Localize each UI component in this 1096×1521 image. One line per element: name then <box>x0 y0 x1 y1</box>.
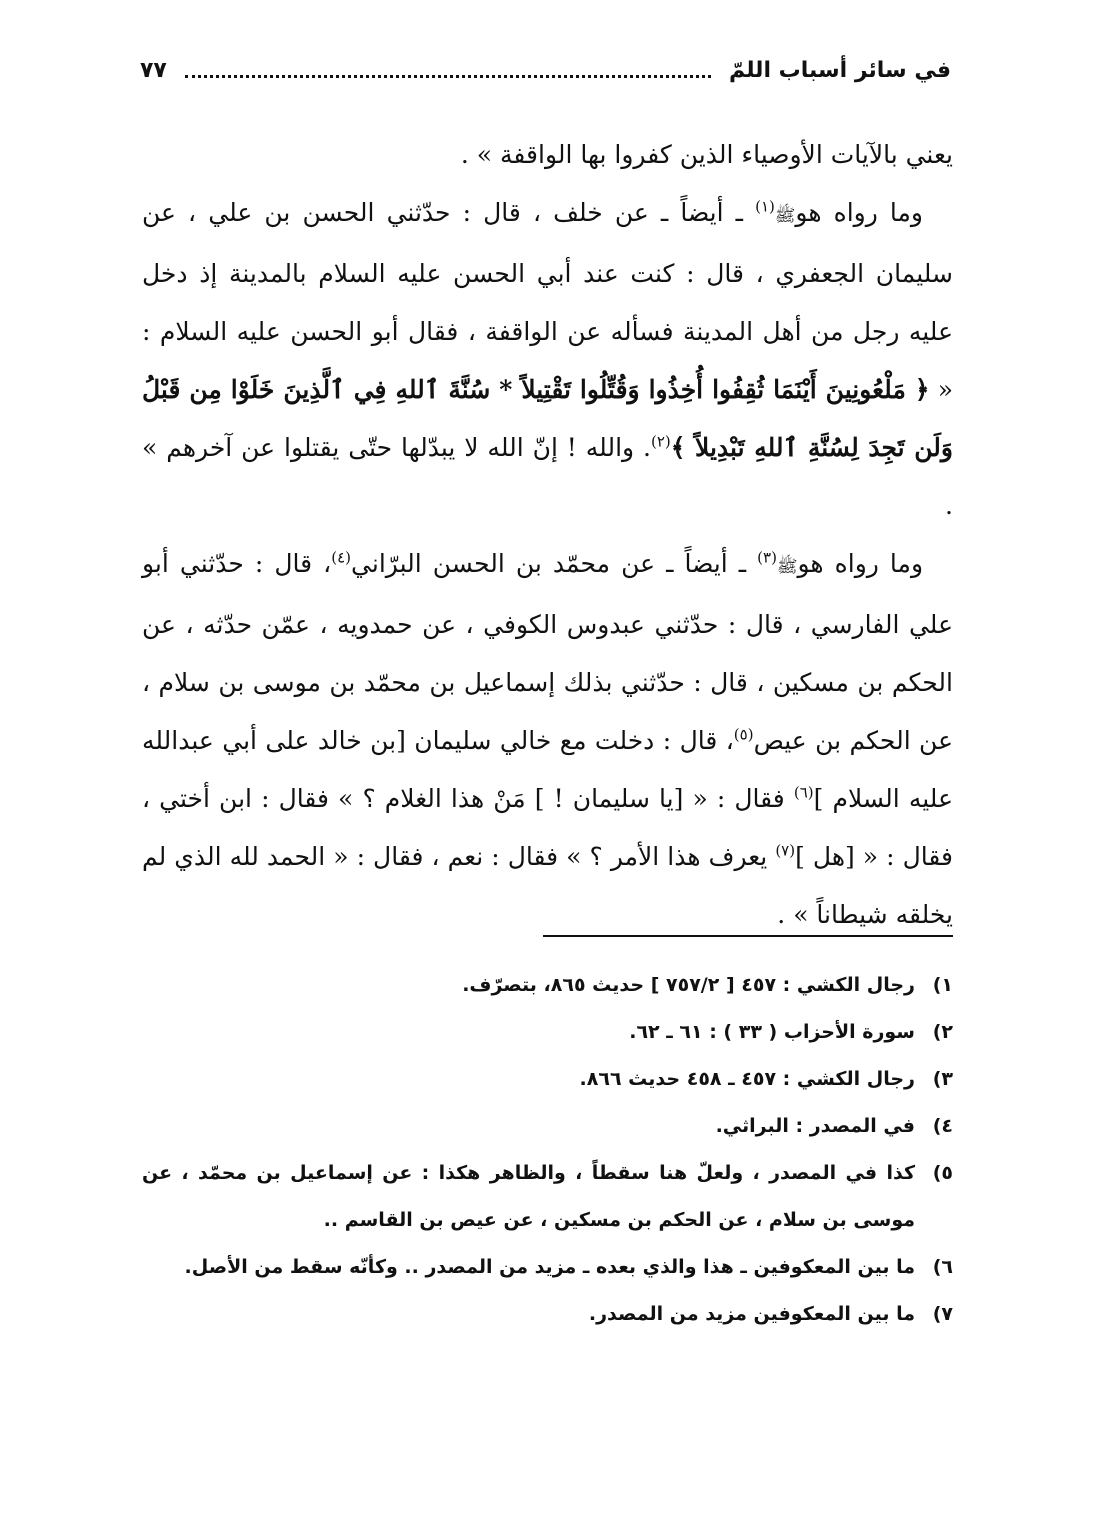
footnote-number: ٤) <box>932 1115 953 1137</box>
footnote-text: رجال الكشي : ٤٥٧ [ ٧٥٧/٢ ] حديث ٨٦٥، بتصرّف. <box>462 974 915 996</box>
footnote-number: ٧) <box>932 1303 953 1325</box>
paragraph-3-part-b: ـ أيضاً ـ عن محمّد بن الحسن البرّاني <box>351 549 758 578</box>
page-number: ٧٧ <box>140 57 167 83</box>
footnote-text: في المصدر : البراثي. <box>715 1115 915 1137</box>
footnote-6 <box>142 1244 953 1291</box>
footnote-number: ١) <box>932 974 953 996</box>
footnote-7 <box>142 1291 953 1338</box>
paragraph-2-part-a: وما رواه هو <box>795 198 924 227</box>
paragraph-3-part-d: ، قال : دخلت مع خالي سليمان [بن خالد على أبي عبدالله عليه السلام ] <box>142 726 953 813</box>
footnote-ref-3: (٣) <box>757 548 777 567</box>
footnote-2 <box>142 1009 953 1056</box>
paragraph-3 <box>142 535 953 944</box>
footnote-1 <box>142 962 953 1009</box>
footnote-text: سورة الأحزاب ( ٣٣ ) : ٦١ ـ ٦٢. <box>629 1021 915 1043</box>
chapter-title: في سائر أسباب اللمّ <box>728 57 951 83</box>
paragraph-3-part-f: يعرف هذا الأمر ؟ » فقال : نعم ، فقال : « الحمد لله الذي لم يخلقه شيطاناً » . <box>142 842 953 929</box>
footnote-number: ٥) <box>932 1162 953 1184</box>
honorific-glyph: ﷺ <box>774 206 796 226</box>
footnote-number: ٢) <box>932 1021 953 1043</box>
main-text <box>142 126 953 944</box>
paragraph-2-part-c: . والله ! إنّ الله لا يبدّلها حتّى يقتلوا عن آخرهم » . <box>142 433 953 520</box>
paragraph-1: يعني بالآيات الأوصياء الذين كفروا بها الواقفة » . <box>460 140 953 169</box>
footnote-ref-2: (٢) <box>650 432 671 451</box>
paragraph-3-part-a: وما رواه هو <box>797 549 924 578</box>
dotted-leader <box>185 75 711 78</box>
paragraph-2 <box>142 184 953 535</box>
footnote-3 <box>142 1056 953 1103</box>
paragraph-3-part-e: فقال : « [يا سليمان ! ] مَنْ هذا الغلام ؟ » فقال : ابن أختي ، فقال : « [هل ] <box>142 784 953 871</box>
footnote-ref-6: (٦) <box>793 783 814 802</box>
footnote-5 <box>142 1150 953 1244</box>
footnote-text: ما بين المعكوفين ـ هذا والذي بعده ـ مزيد من المصدر .. وكأنّه سقط من الأصل. <box>184 1256 915 1278</box>
footnotes-section <box>142 962 953 1338</box>
footnote-ref-1: (١) <box>755 197 775 216</box>
footnote-4 <box>142 1103 953 1150</box>
footnote-number: ٦) <box>932 1256 953 1278</box>
footnote-separator <box>543 935 953 937</box>
footnote-ref-5: (٥) <box>733 725 754 744</box>
footnote-text: رجال الكشي : ٤٥٧ ـ ٤٥٨ حديث ٨٦٦. <box>579 1068 915 1090</box>
running-header <box>140 50 951 90</box>
footnote-ref-4: (٤) <box>331 548 352 567</box>
quran-verse: ﴿ مَلْعُونِينَ أَيْنَمَا ثُقِفُوا أُخِذُوا وَقُتِّلُوا تَقْتِيلاً * سُنَّةَ ٱللهِ فِي ٱلَّذِينَ خَلَوْا مِن قَبْلُ وَلَن تَجِدَ لِسُنَّةِ ٱللهِ تَبْدِيلاً ﴾ <box>142 375 953 462</box>
honorific-glyph: ﷺ <box>776 557 798 577</box>
paragraph-3-part-c: ، قال : حدّثني أبو علي الفارسي ، قال : حدّثني عبدوس الكوفي ، عن حمدويه ، عمّن حدّثه ، عن الحكم بن مسكين ، قال : حدّثني بذلك إسماعيل بن محمّد بن موسى بن سلام ، عن الحكم بن عيص <box>142 549 953 755</box>
footnote-text: كذا في المصدر ، ولعلّ هنا سقطاً ، والظاهر هكذا : عن إسماعيل بن محمّد ، عن موسى بن سلام ، عن الحكم بن مسكين ، عن عيص بن القاسم .. <box>142 1162 915 1231</box>
footnote-ref-7: (٧) <box>775 841 796 860</box>
footnote-number: ٣) <box>932 1068 953 1090</box>
footnote-text: ما بين المعكوفين مزيد من المصدر. <box>588 1303 915 1325</box>
paragraph-2-part-b: ـ أيضاً ـ عن خلف ، قال : حدّثني الحسن بن علي ، عن سليمان الجعفري ، قال : كنت عند أبي الحسن عليه السلام بالمدينة إذ دخل عليه رجل من أهل المدينة فسأله عن الواقفة ، فقال أبو الحسن عليه السلام : « <box>142 198 953 404</box>
